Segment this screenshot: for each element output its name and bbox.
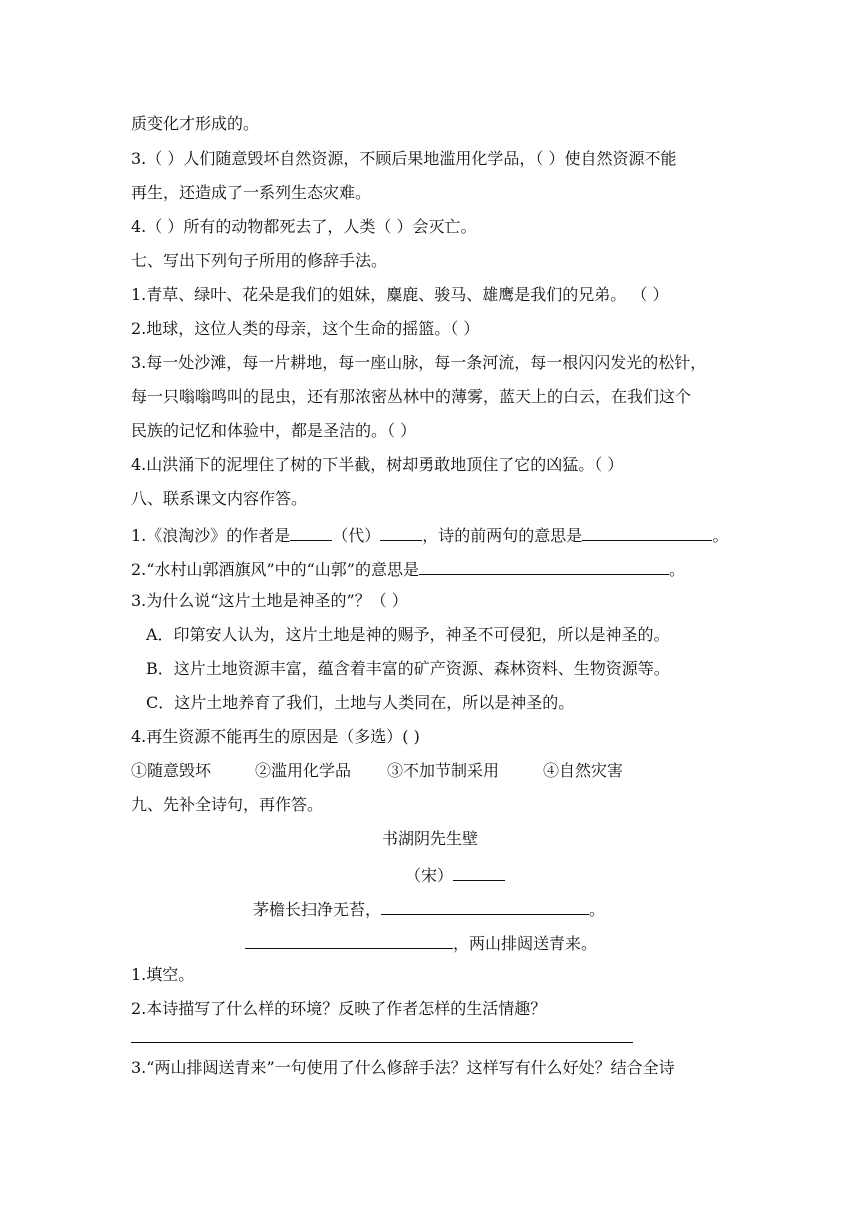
- section-7-question-3-line3: 民族的记忆和体验中，都是圣洁的。（ ）: [131, 421, 417, 440]
- poem-line-1-blank[interactable]: [381, 897, 589, 915]
- poem-title: 书湖阴先生壁: [381, 829, 478, 848]
- option-1[interactable]: ①随意毁坏: [131, 761, 212, 780]
- question-2-text: 2.“水村山郭酒旗风”中的“山郭”的意思是: [131, 560, 419, 579]
- section-8-question-3: 3.为什么说“这片土地是神圣的”？（ ）: [131, 591, 408, 610]
- section-9-question-1: 1.填空。: [131, 965, 195, 984]
- section-9-heading: 九、先补全诗句，再作答。: [131, 795, 324, 814]
- section-8-question-1: [131, 523, 728, 546]
- section-7-question-2: 2.地球，这位人类的母亲，这个生命的摇篮。（ ）: [131, 319, 480, 338]
- section-7-question-3-line2: 每一只嗡嗡鸣叫的昆虫，还有那浓密丛林中的薄雾，蓝天上的白云，在我们这个: [131, 387, 692, 406]
- section-9-question-3: 3.“两山排闼送青来”一句使用了什么修辞手法？这样写有什么好处？结合全诗: [131, 1058, 675, 1077]
- shanguo-blank[interactable]: [419, 557, 669, 575]
- question-1-text-c: ，诗的前两句的意思是: [422, 526, 583, 545]
- meaning-blank[interactable]: [582, 523, 712, 541]
- section-7-question-3-line1: 3.每一处沙滩，每一片耕地，每一座山脉，每一条河流，每一根闪闪发光的松针，: [131, 353, 707, 372]
- text-line: 质变化才形成的。: [131, 114, 260, 133]
- poem-line-1-text: 茅檐长扫净无苔，: [253, 900, 382, 919]
- section-8-question-4: 4.再生资源不能再生的原因是（多选）( ): [131, 727, 420, 746]
- question-4: 4.（ ）所有的动物都死去了，人类（ ）会灭亡。: [131, 217, 477, 236]
- poem-dynasty: （宋）: [405, 866, 454, 885]
- poem-line-2: [245, 931, 597, 954]
- option-4[interactable]: ④自然灾害: [543, 761, 624, 780]
- section-7-heading: 七、写出下列句子所用的修辞手法。: [131, 251, 388, 270]
- option-3[interactable]: ③不加节制采用: [387, 761, 500, 780]
- answer-line[interactable]: [131, 1042, 633, 1043]
- section-7-question-4: 4.山洪涌下的泥埋住了树的下半截，树却勇敢地顶住了它的凶猛。（ ）: [131, 455, 624, 474]
- section-8-question-2: [131, 557, 685, 580]
- section-9-question-2: 2.本诗描写了什么样的环境？反映了作者怎样的生活情趣？: [131, 999, 547, 1018]
- option-c[interactable]: C．这片土地养育了我们，土地与人类同在，所以是神圣的。: [146, 693, 575, 712]
- question-1-end: 。: [712, 526, 729, 545]
- option-2[interactable]: ②滥用化学品: [255, 761, 352, 780]
- section-8-heading: 八、联系课文内容作答。: [131, 489, 308, 508]
- option-a[interactable]: A．印第安人认为，这片土地是神的赐予，神圣不可侵犯，所以是神圣的。: [146, 625, 670, 644]
- author-blank[interactable]: [290, 523, 332, 541]
- poet-blank[interactable]: [453, 863, 505, 881]
- poem-line-1-end: 。: [589, 900, 606, 919]
- question-3-line2: 再生，还造成了一系列生态灾难。: [131, 183, 372, 202]
- question-1-text-b: （代）: [332, 526, 381, 545]
- question-4-options: [131, 761, 623, 781]
- option-b[interactable]: B．这片土地资源丰富，蕴含着丰富的矿产资源、森林资料、生物资源等。: [146, 659, 670, 678]
- poem-author-line: [405, 863, 505, 886]
- section-7-question-1: 1.青草、绿叶、花朵是我们的姐妹，麋鹿、骏马、雄鹰是我们的兄弟。 （ ）: [131, 285, 669, 304]
- question-2-end: 。: [669, 560, 686, 579]
- poem-line-2-text: ，两山排闼送青来。: [453, 934, 598, 953]
- poem-line-2-blank[interactable]: [245, 931, 453, 949]
- question-3-line1: 3.（ ）人们随意毁坏自然资源，不顾后果地滥用化学品，（ ）使自然资源不能: [131, 149, 677, 168]
- dynasty-blank[interactable]: [380, 523, 422, 541]
- poem-line-1: [253, 897, 605, 920]
- question-1-text-a: 1.《浪淘沙》的作者是: [131, 526, 291, 545]
